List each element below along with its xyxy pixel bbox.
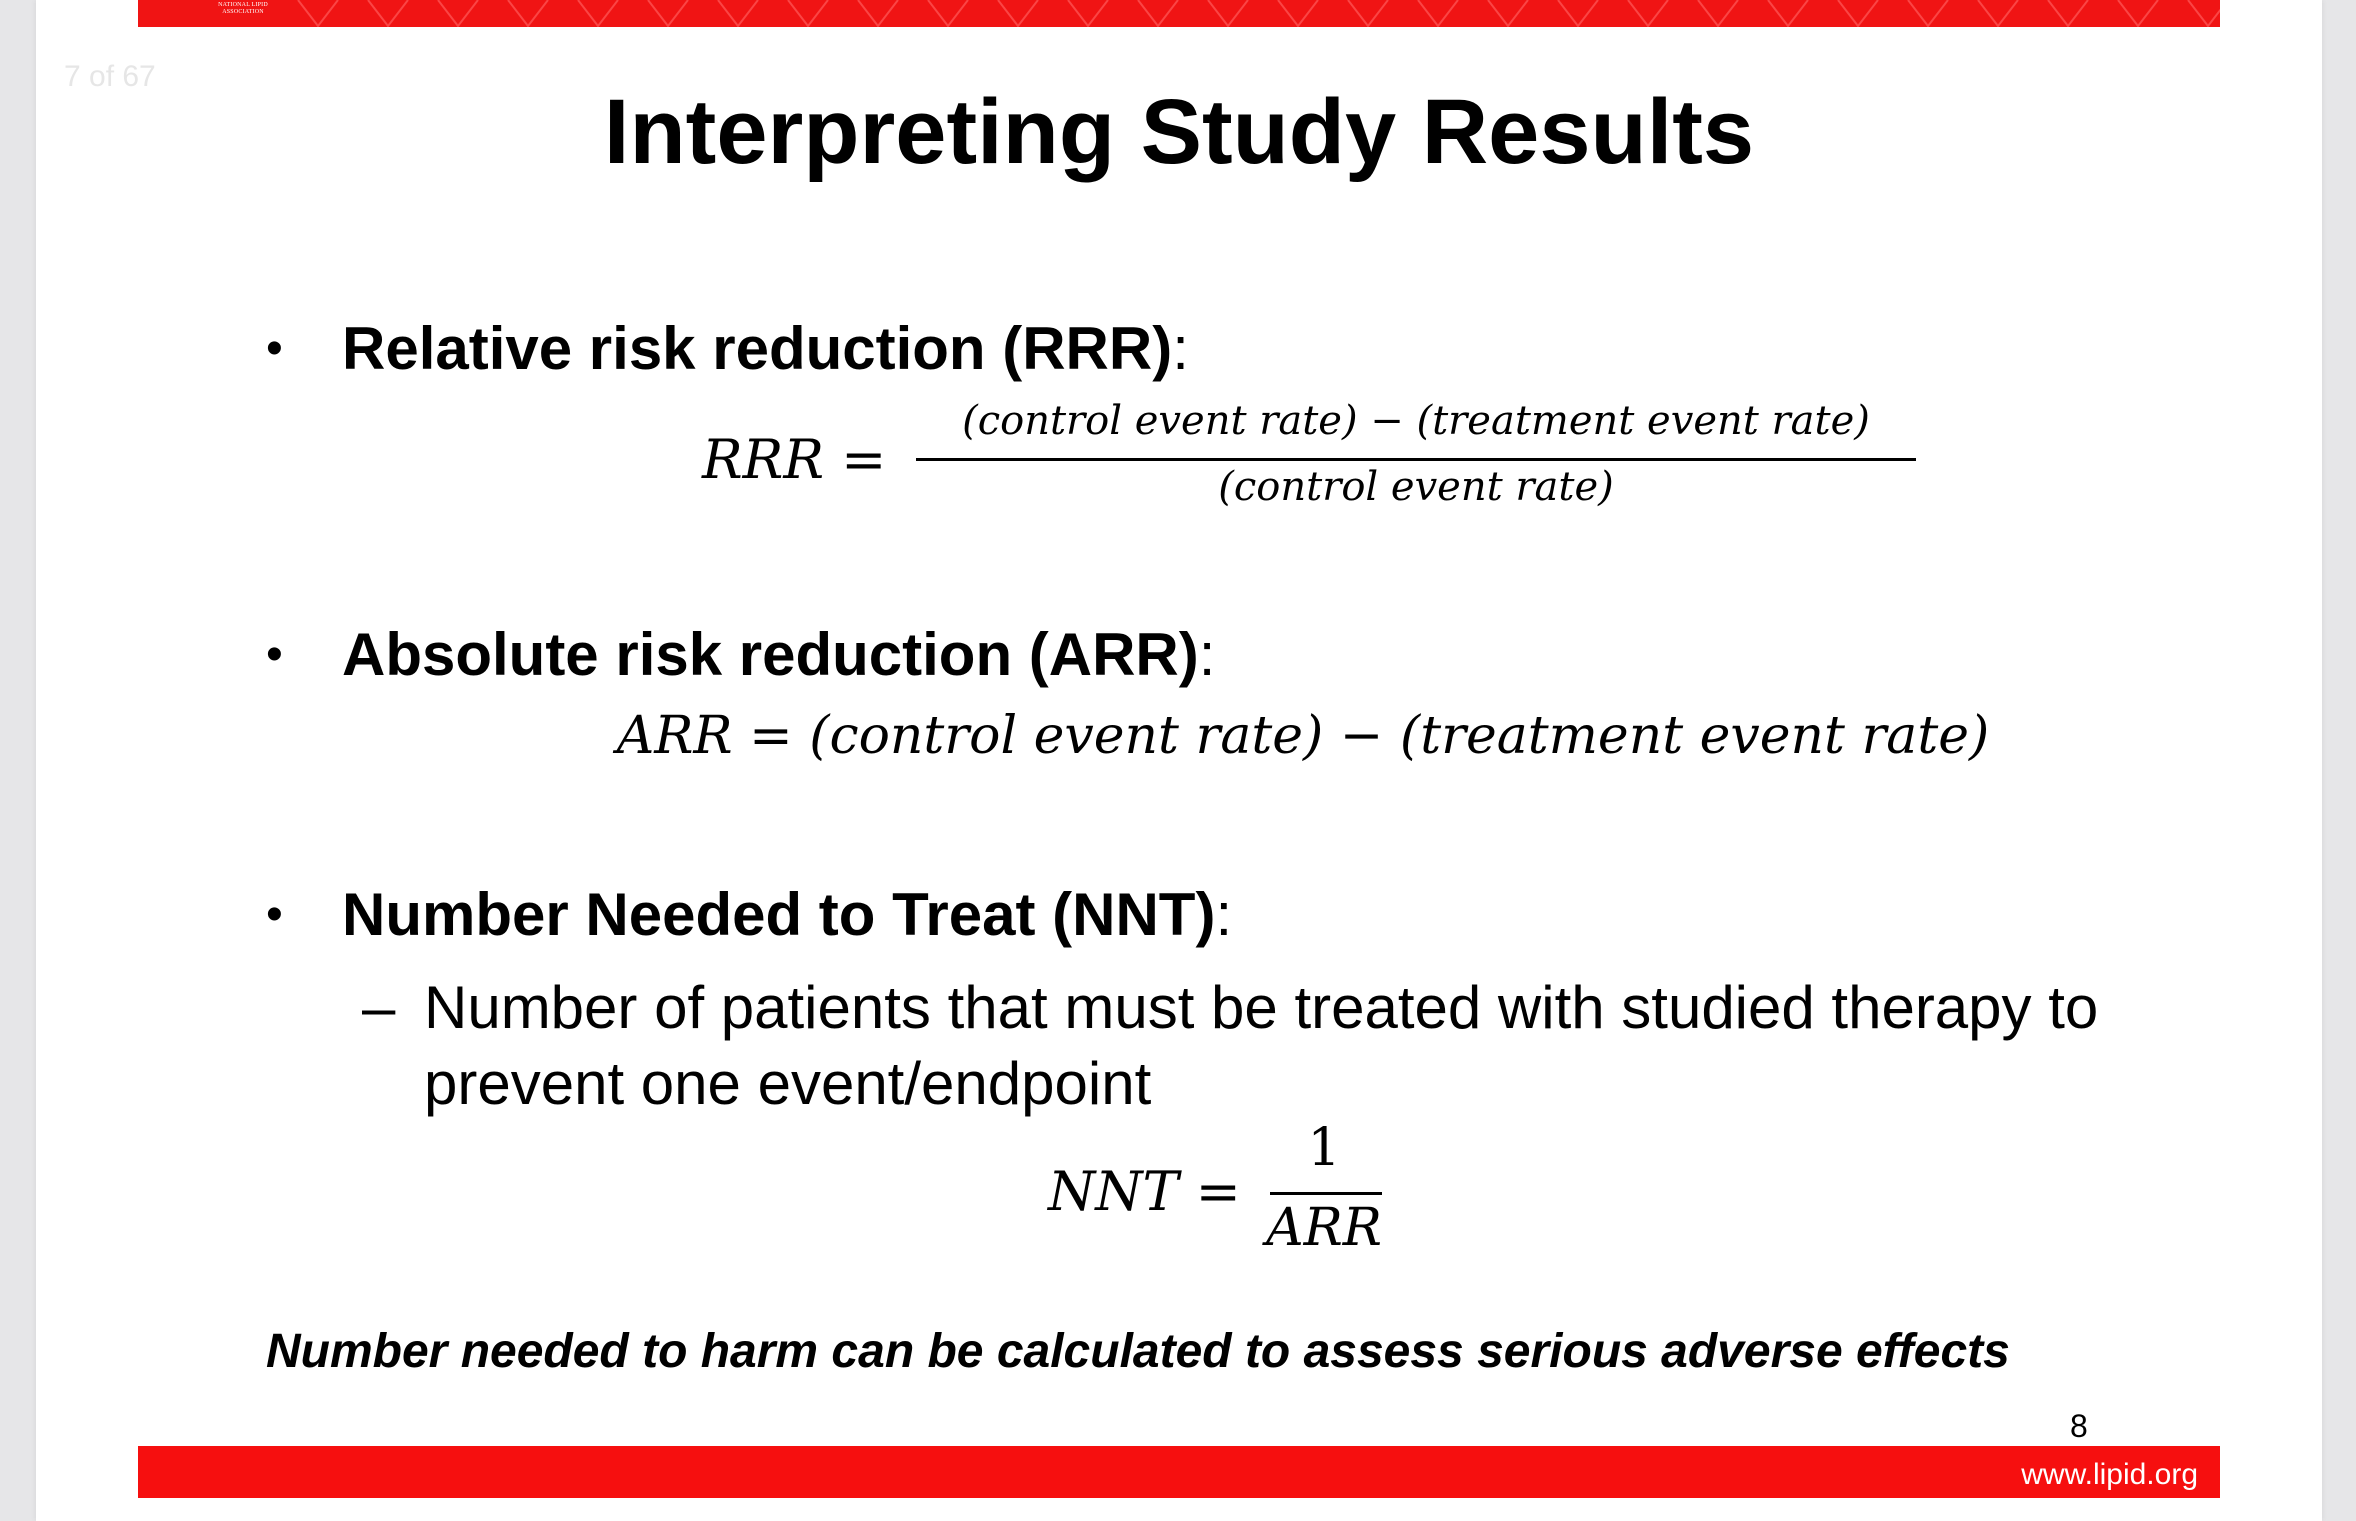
- banner-chevron: [1138, 0, 1178, 26]
- banner-chevron: [648, 0, 688, 26]
- top-banner: [138, 0, 2220, 27]
- banner-chevron: [788, 0, 828, 26]
- banner-chevron: [298, 0, 338, 26]
- rrr-denominator: (control event rate): [1218, 464, 1614, 510]
- footnote: Number needed to harm can be calculated to assess serious adverse effects: [266, 1325, 2010, 1378]
- banner-chevron: [718, 0, 758, 26]
- nnt-description: Number of patients that must be treated with studied therapy to prevent one event/endpoint: [424, 974, 2099, 1117]
- banner-chevron: [1348, 0, 1388, 26]
- nnt-heading: Number Needed to Treat (NNT): [342, 881, 1216, 948]
- bullet-rrr: [342, 314, 1189, 384]
- bullet-dot-arr: •: [266, 628, 283, 681]
- bullet-dot-rrr: •: [266, 322, 283, 375]
- nnt-colon: :: [1215, 881, 1233, 948]
- nnt-fraction-bar: [1270, 1192, 1382, 1195]
- rrr-colon: :: [1172, 315, 1189, 382]
- page-indicator: 7 of 67: [64, 60, 156, 93]
- nnt-lhs: NNT =: [1048, 1160, 1241, 1223]
- banner-chevron: [438, 0, 478, 26]
- banner-chevron: [928, 0, 968, 26]
- bullet-arr: [342, 620, 1215, 690]
- banner-chevron: [1628, 0, 1668, 26]
- footer-url: www.lipid.org: [2021, 1458, 2198, 1491]
- banner-pattern: [138, 0, 2220, 27]
- sub-bullet-dash: –: [362, 974, 396, 1041]
- slide-number: 8: [2070, 1408, 2088, 1444]
- banner-chevron: [1068, 0, 1108, 26]
- banner-chevron: [1208, 0, 1248, 26]
- rrr-fraction-bar: [916, 458, 1916, 461]
- banner-chevron: [1418, 0, 1458, 26]
- rrr-heading: Relative risk reduction (RRR): [342, 315, 1173, 382]
- arr-formula: ARR = (control event rate) − (treatment event rate): [616, 706, 1990, 766]
- banner-chevron: [1698, 0, 1738, 26]
- rrr-lhs: RRR =: [702, 428, 887, 491]
- banner-chevron: [1978, 0, 2018, 26]
- nnt-numerator: 1: [1307, 1118, 1341, 1178]
- banner-chevron: [2188, 0, 2220, 26]
- banner-chevron: [2048, 0, 2088, 26]
- bottom-banner: [138, 1446, 2220, 1498]
- banner-chevron: [1908, 0, 1948, 26]
- banner-chevron: [1768, 0, 1808, 26]
- banner-chevron: [1558, 0, 1598, 26]
- banner-chevron: [2118, 0, 2158, 26]
- nnt-denominator: ARR: [1266, 1198, 1382, 1258]
- banner-chevron: [1488, 0, 1528, 26]
- banner-chevron: [1278, 0, 1318, 26]
- bullet-dot-nnt: •: [266, 888, 283, 941]
- banner-chevron: [998, 0, 1038, 26]
- arr-colon: :: [1198, 621, 1216, 688]
- banner-chevron: [508, 0, 548, 26]
- banner-chevron: [858, 0, 898, 26]
- bullet-nnt: [342, 880, 1232, 950]
- banner-chevron: [578, 0, 618, 26]
- banner-chevron: [1838, 0, 1878, 26]
- banner-chevron: [368, 0, 408, 26]
- lipid-association-logo: NATIONAL LIPID ASSOCIATION: [218, 2, 268, 15]
- slide-page: [36, 0, 2322, 1521]
- arr-heading: Absolute risk reduction (ARR): [342, 621, 1199, 688]
- rrr-numerator: (control event rate) − (treatment event rate): [962, 398, 1870, 444]
- slide-title: Interpreting Study Results: [603, 81, 1755, 183]
